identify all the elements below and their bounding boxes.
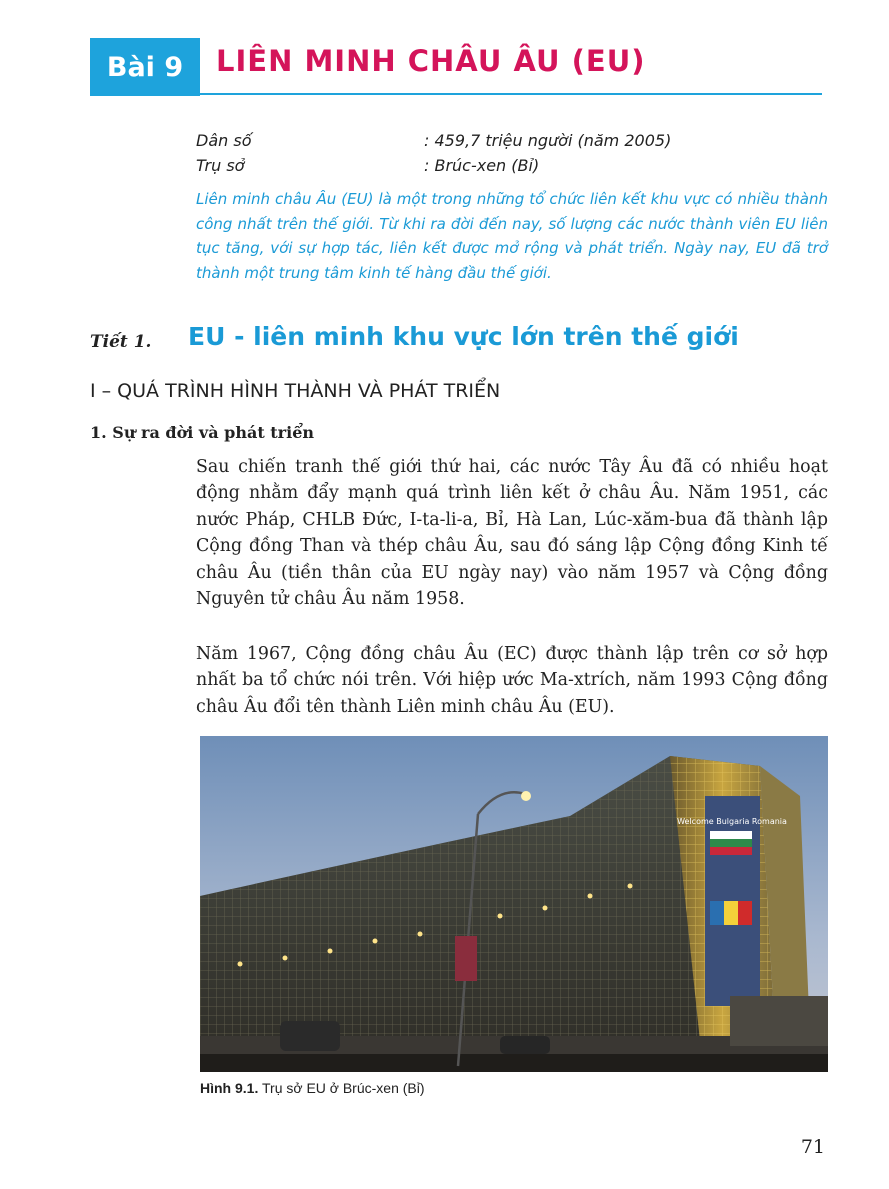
welcome-banner-text: Welcome Bulgaria Romania bbox=[677, 817, 787, 826]
berlaymont-building-image bbox=[200, 736, 828, 1072]
period-label: Tiết 1. bbox=[90, 332, 152, 352]
body-paragraph-2: Năm 1967, Cộng đồng châu Âu (EC) được thành lập trên cơ sở hợp nhất ba tổ chức nói trên. Với hiệp ước Ma-xtrích, năm 1993 Cộng đồng châu Âu đổi tên thành Liên minh châu Âu (EU). bbox=[196, 644, 828, 717]
page-number: 71 bbox=[800, 1136, 825, 1158]
figure-caption-text: Trụ sở EU ở Brúc-xen (Bỉ) bbox=[262, 1080, 425, 1096]
figure-caption bbox=[200, 1080, 425, 1096]
lesson-title: LIÊN MINH CHÂU ÂU (EU) bbox=[216, 44, 646, 78]
headquarters-value: : Brúc-xen (Bỉ) bbox=[424, 156, 540, 175]
headquarters-label: Trụ sở bbox=[196, 156, 245, 175]
period-title: EU - liên minh khu vực lớn trên thế giới bbox=[188, 322, 739, 351]
section-heading: I – QUÁ TRÌNH HÌNH THÀNH VÀ PHÁT TRIỂN bbox=[90, 380, 501, 402]
population-value: : 459,7 triệu người (năm 2005) bbox=[424, 131, 672, 150]
body-paragraph-1: Sau chiến tranh thế giới thứ hai, các nước Tây Âu đã có nhiều hoạt động nhằm đẩy mạnh quá trình liên kết ở châu Âu. Năm 1951, các nước Pháp, CHLB Đức, I-ta-li-a, Bỉ, Hà Lan, Lúc-xăm-bua đã thành lập Cộng đồng Than và thép châu Âu, sau đó sáng lập Cộng đồng Kinh tế châu Âu (tiền thân của EU ngày nay) vào năm 1957 và Cộng đồng Nguyên tử châu Âu năm 1958. bbox=[196, 457, 828, 610]
figure-caption-label: Hình 9.1. bbox=[200, 1080, 259, 1096]
subsection-heading: 1. Sự ra đời và phát triển bbox=[90, 423, 314, 442]
population-label: Dân số bbox=[196, 131, 252, 150]
header-underline bbox=[200, 93, 822, 95]
intro-paragraph: Liên minh châu Âu (EU) là một trong những tổ chức liên kết khu vực có nhiều thành công nhất trên thế giới. Từ khi ra đời đến nay, số lượng các nước thành viên EU liên tục tăng, với sự hợp tác, liên kết được mở rộng và phát triển. Ngày nay, EU đã trở thành một trung tâm kinh tế hàng đầu thế giới. bbox=[196, 190, 828, 282]
lesson-number-badge: Bài 9 bbox=[90, 38, 200, 96]
eu-headquarters-photo bbox=[200, 736, 828, 1072]
